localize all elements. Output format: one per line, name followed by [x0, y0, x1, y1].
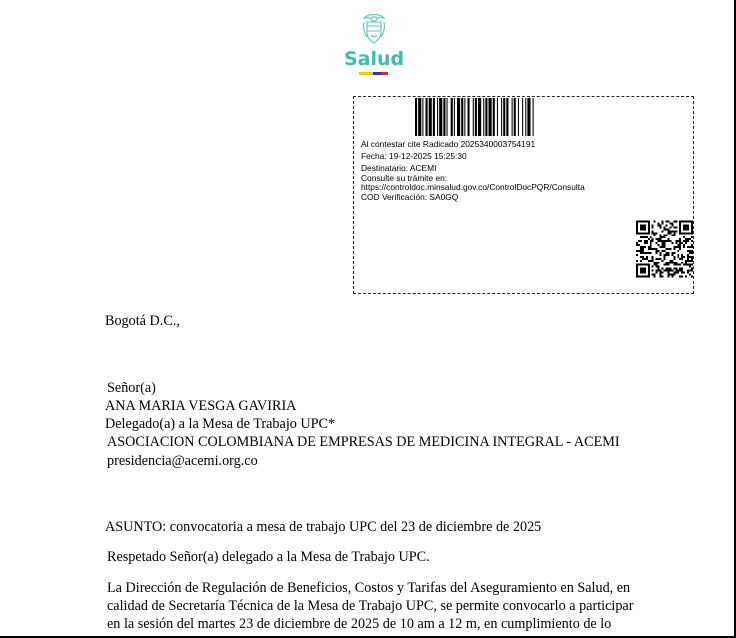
- colombia-flag-bar: [359, 72, 388, 75]
- addressee-role: Delegado(a) a la Mesa de Trabajo UPC*: [105, 416, 336, 432]
- letter-greeting: Respetado Señor(a) delegado a la Mesa de Trabajo UPC.: [107, 549, 430, 565]
- radicado-recipient: Destinatario: ACEMI: [361, 163, 437, 174]
- letter-city: Bogotá D.C.,: [105, 313, 180, 329]
- flag-yellow: [359, 72, 373, 75]
- radicado-info: [361, 140, 585, 203]
- body-line: La Dirección de Regulación de Beneficios, Costos y Tarifas del Aseguramiento en Salud, en: [107, 580, 631, 596]
- colombia-coat-of-arms-icon: [360, 13, 388, 45]
- radicado-stamp: [353, 96, 694, 294]
- barcode-icon: [415, 98, 634, 136]
- radicado-consult-url[interactable]: https://controldoc.minsalud.gov.co/ControlDocPQR/Consulta: [361, 182, 585, 193]
- flag-red: [381, 72, 388, 75]
- addressee-organization: ASOCIACION COLOMBIANA DE EMPRESAS DE MEDICINA INTEGRAL - ACEMI: [107, 434, 620, 450]
- body-line: en la sesión del martes 23 de diciembre de 2025 de 10 am a 12 m, en cumplimiento de lo: [107, 616, 612, 632]
- body-line: calidad de Secretaría Técnica de la Mesa de Trabajo UPC, se permite convocarlo a participar: [107, 598, 634, 614]
- radicado-consult-label: Consulte su trámite en:: [361, 172, 448, 183]
- logo-wordmark: Salud: [344, 48, 405, 70]
- radicado-verification-code: COD Verificación: SA0GQ: [361, 191, 459, 202]
- qr-code-icon: [636, 220, 693, 278]
- letter-subject: ASUNTO: convocatoria a mesa de trabajo UPC del 23 de diciembre de 2025: [105, 519, 542, 535]
- addressee-salutation: Señor(a): [107, 380, 156, 396]
- radicado-date: Fecha: 19-12-2025 15:25:30: [361, 151, 467, 162]
- radicado-number: Al contestar cite Radicado 2025340003754191: [361, 139, 536, 149]
- minsalud-logo: [344, 10, 404, 80]
- addressee-name: ANA MARIA VESGA GAVIRIA: [105, 398, 297, 414]
- flag-blue: [373, 72, 381, 75]
- addressee-email: presidencia@acemi.org.co: [107, 453, 258, 469]
